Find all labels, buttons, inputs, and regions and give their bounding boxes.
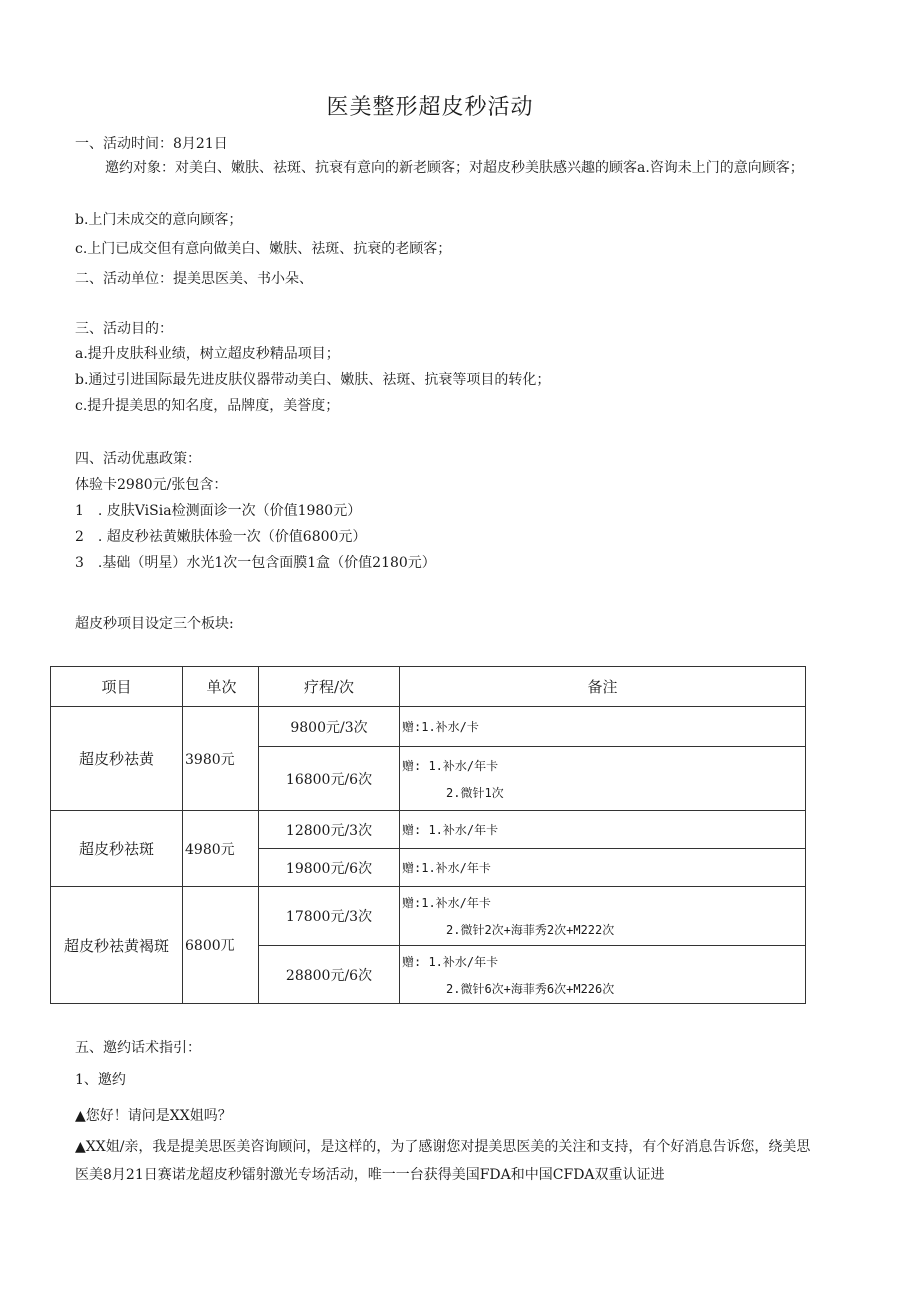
cell-single: 4980元 (183, 811, 259, 887)
purpose-c: c.提升提美思的知名度，品牌度，美誉度； (75, 398, 340, 414)
header-item: 项目 (51, 667, 183, 707)
cell-course: 16800元/6次 (259, 747, 400, 811)
cell-course: 19800元/6次 (259, 849, 400, 887)
cell-course: 28800元/6次 (259, 946, 400, 1004)
script-greeting: ▲您好！请问是XX姐吗？ (75, 1108, 232, 1124)
target-b: b.上门未成交的意向顾客； (75, 212, 243, 228)
document-title: 医美整形超皮秒活动 (326, 95, 534, 120)
note-line: 2.微针2次+海菲秀2次+M222次 (446, 923, 615, 937)
cell-note (400, 946, 806, 1004)
purpose-a: a.提升皮肤科业绩，树立超皮秒精品项目； (75, 346, 340, 362)
note-line: 赠: 1.补水/年卡 (402, 758, 499, 773)
table-row (51, 811, 806, 849)
table-row (51, 707, 806, 747)
cell-note (400, 887, 806, 946)
note-line: 2.微针1次 (446, 785, 504, 800)
header-note: 备注 (400, 667, 806, 707)
note-line: 赠:1.补水/卡 (402, 720, 479, 734)
policy-item-3: 3 .基础（明星）水光1次一包含面膜1盒（价值2180元） (75, 555, 436, 571)
experience-card: 体验卡2980元/张包含： (75, 477, 228, 493)
note-line: 赠: 1.补水/年卡 (402, 954, 499, 969)
cell-item: 超皮秒祛黄褐斑 (51, 887, 183, 1004)
activity-unit: 二、活动单位：提美思医美、书小朵、 (75, 271, 313, 287)
table-row (51, 887, 806, 946)
header-course: 疗程/次 (259, 667, 400, 707)
script-heading: 五、邀约话术指引： (75, 1040, 201, 1056)
cell-note (400, 707, 806, 747)
note-line: 赠:1.补水/年卡 (402, 896, 491, 910)
table-intro: 超皮秒项目设定三个板块: (75, 616, 234, 632)
script-paragraph: ▲XX姐/亲，我是提美思医美咨询顾问，是这样的，为了感谢您对提美思医美的关注和支持，有个好消息告诉您，绕美思医美8月21日赛诺龙超皮秒镭射激光专场活动，唯一一台获得美国FDA和中国CFDA双重认证进 (75, 1139, 811, 1183)
cell-single: 6800兀 (183, 887, 259, 1004)
policy-item-2: 2 . 超皮秒祛黄嫩肤体验一次（价值6800元） (75, 529, 367, 545)
note-line: 赠: 1.补水/年卡 (402, 823, 499, 837)
header-single: 单次 (183, 667, 259, 707)
invite-target: 邀约对象：对美白、嫩肤、祛斑、抗衰有意向的新老顾客；对超皮秒美肤感兴趣的顾客a.咨询未上门的意向顾客； (105, 160, 804, 176)
project-table (50, 666, 806, 1004)
target-c: c.上门已成交但有意向做美白、嫩肤、祛斑、抗衰的老顾客； (75, 241, 452, 257)
script-invite: 1、邀约 (75, 1072, 126, 1088)
cell-course: 12800元/3次 (259, 811, 400, 849)
activity-time: 一、活动时间：8月21日 (75, 136, 228, 152)
cell-item: 超皮秒祛黄 (51, 707, 183, 811)
cell-single: 3980元 (183, 707, 259, 811)
cell-course: 9800元/3次 (259, 707, 400, 747)
cell-note (400, 811, 806, 849)
table-header-row (51, 667, 806, 707)
cell-note (400, 849, 806, 887)
cell-item: 超皮秒祛斑 (51, 811, 183, 887)
cell-note (400, 747, 806, 811)
policy-item-1: 1 . 皮肤ViSia检测面诊一次（价值1980元） (75, 503, 362, 519)
policy-heading: 四、活动优惠政策： (75, 451, 201, 467)
purpose-heading: 三、活动目的： (75, 321, 173, 337)
note-line: 赠:1.补水/年卡 (402, 861, 491, 875)
note-line: 2.微针6次+海菲秀6次+M226次 (446, 981, 615, 996)
cell-course: 17800元/3次 (259, 887, 400, 946)
purpose-b: b.通过引进国际最先进皮肤仪器带动美白、嫩肤、祛斑、抗衰等项目的转化； (75, 372, 551, 388)
